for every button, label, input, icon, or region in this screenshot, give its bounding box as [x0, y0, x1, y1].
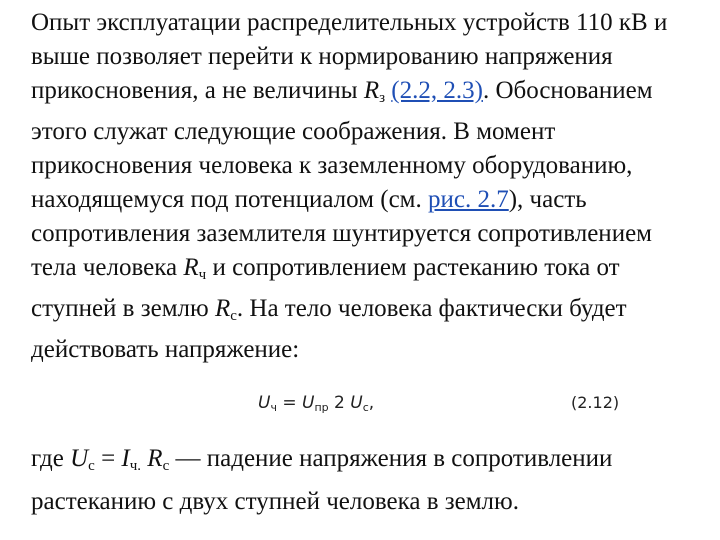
equals-sign: =: [94, 445, 122, 472]
subscript: ч: [270, 401, 277, 414]
reference-link-2-2-2-3[interactable]: (2.2, 2.3): [391, 77, 483, 104]
subscript-z: з: [379, 90, 386, 106]
symbol-u: U: [70, 445, 89, 472]
subscript: с: [362, 401, 369, 414]
operator-text: 2: [328, 393, 351, 413]
figure-link-2-7[interactable]: рис. 2.7: [428, 186, 509, 213]
subscript: с: [162, 458, 170, 474]
subscript-c: с: [230, 308, 237, 324]
paragraph-intro: [31, 6, 695, 367]
symbol-r-ch: R: [183, 254, 199, 281]
subscript: с: [88, 458, 95, 474]
formula-comma: ,: [368, 393, 375, 413]
symbol-u: U: [350, 393, 363, 413]
subscript: пр: [314, 401, 329, 414]
symbol-r-z: R: [363, 77, 380, 104]
subscript-ch: ч: [198, 267, 207, 283]
text-segment: и сопротивлением растеканию тока от ступней в землю: [31, 254, 620, 322]
text-segment: . На тело человека фактически будет действовать напряжение:: [31, 295, 627, 363]
subscript: ч.: [129, 458, 142, 474]
symbol-i: I: [121, 445, 130, 472]
equals-sign: =: [276, 393, 303, 413]
text-segment: Опыт эксплуатации распределительных устройств 110 кВ и выше позволяет перейти к нормированию напряжения прикосновения, а не величины: [31, 9, 668, 104]
formula-2-12: [258, 392, 374, 419]
text-segment: где: [31, 445, 71, 472]
paragraph-definition: [31, 441, 695, 519]
text-segment: . Обоснованием этого служат следующие соображения. В момент прикосновения человека к заземленному оборудованию, находящемуся под потенциалом (см.: [31, 77, 653, 213]
equation-number: (2.12): [571, 393, 620, 412]
symbol-u: U: [258, 393, 271, 413]
symbol-r: R: [147, 445, 163, 472]
symbol-u: U: [302, 393, 315, 413]
text-segment: ), часть сопротивления заземлителя шунтируется сопротивлением тела человека: [31, 186, 652, 281]
text-segment: — падение напряжения в сопротивлении растеканию с двух ступней человека в землю.: [31, 445, 613, 515]
symbol-r-c: R: [214, 295, 231, 322]
